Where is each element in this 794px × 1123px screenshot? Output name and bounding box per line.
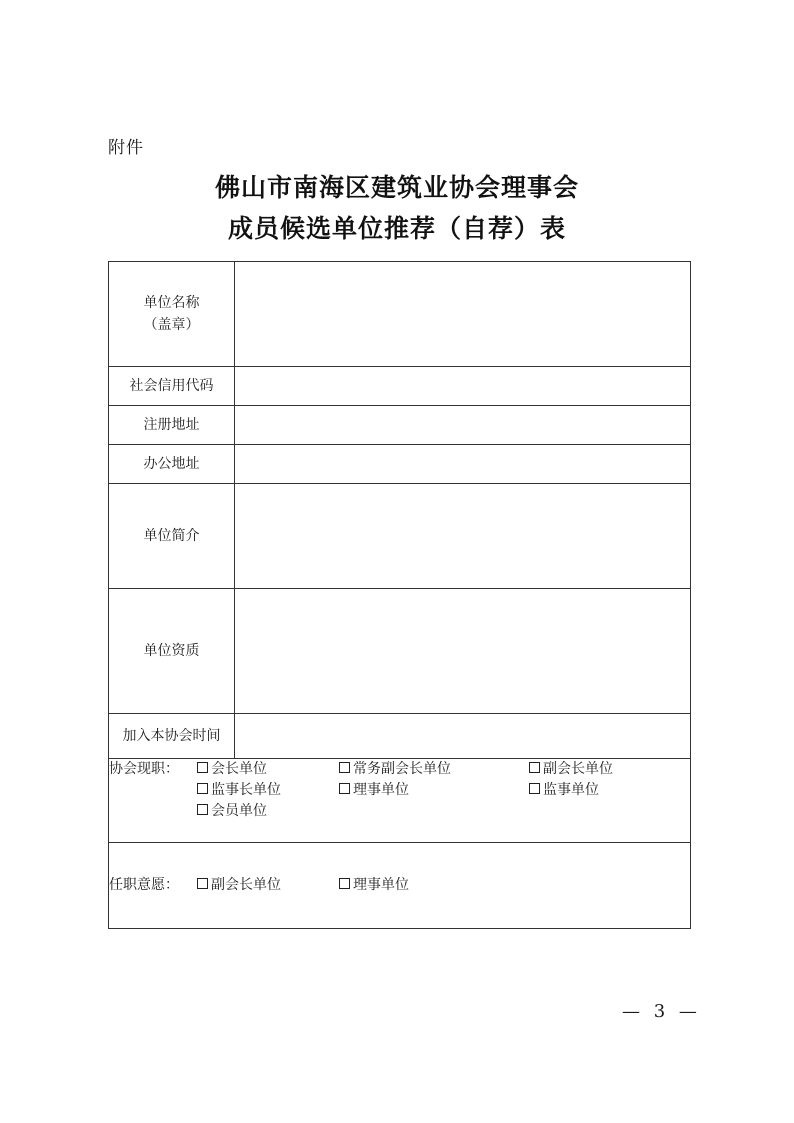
unit-intro-field[interactable]	[235, 484, 691, 589]
option-vice-president-unit[interactable]: 副会长单位	[529, 759, 613, 780]
registered-address-label: 注册地址	[109, 406, 235, 445]
current-position-row-1	[109, 759, 690, 780]
form-title-line-1: 佛山市南海区建筑业协会理事会	[214, 173, 579, 202]
join-time-label: 加入本协会时间	[109, 714, 235, 759]
option-director-unit[interactable]: 理事单位	[339, 780, 409, 801]
form-title-line-2: 成员候选单位推荐（自荐）表	[227, 214, 566, 243]
checkbox-icon[interactable]	[197, 762, 208, 773]
option-member-unit[interactable]: 会员单位	[197, 801, 267, 822]
office-address-label: 办公地址	[109, 445, 235, 484]
unit-name-seal-note: （盖章）	[143, 317, 200, 333]
option-intended-vice-president-unit[interactable]: 副会长单位	[197, 875, 281, 896]
checkbox-icon[interactable]	[339, 878, 350, 889]
office-address-field[interactable]	[235, 445, 691, 484]
option-executive-vice-president-unit[interactable]: 常务副会长单位	[339, 759, 451, 780]
registered-address-field[interactable]	[235, 406, 691, 445]
form-row-office-address	[109, 445, 691, 484]
current-position-cell	[109, 759, 691, 843]
intended-position-row	[109, 875, 690, 896]
unit-intro-label: 单位简介	[109, 484, 235, 589]
option-supervisor-unit[interactable]: 监事单位	[529, 780, 599, 801]
recommendation-form-table	[108, 261, 691, 929]
option-intended-director-unit[interactable]: 理事单位	[339, 875, 409, 896]
unit-name-label: 单位名称	[143, 295, 200, 311]
credit-code-field[interactable]	[235, 367, 691, 406]
intended-position-label: 任职意愿：	[109, 877, 179, 893]
attachment-label: 附件	[108, 138, 144, 158]
page-number: — 3 —	[622, 1001, 701, 1022]
form-row-unit-intro	[109, 484, 691, 589]
checkbox-icon[interactable]	[529, 783, 540, 794]
checkbox-icon[interactable]	[197, 804, 208, 815]
form-row-current-position	[109, 759, 691, 843]
checkbox-icon[interactable]	[197, 878, 208, 889]
qualification-label: 单位资质	[109, 589, 235, 714]
join-time-field[interactable]	[235, 714, 691, 759]
form-row-credit-code	[109, 367, 691, 406]
form-row-qualification	[109, 589, 691, 714]
unit-name-label-cell	[109, 262, 235, 367]
form-row-unit-name	[109, 262, 691, 367]
current-position-label: 协会现职：	[109, 761, 179, 777]
checkbox-icon[interactable]	[339, 783, 350, 794]
intended-position-cell	[109, 843, 691, 929]
current-position-row-2	[109, 780, 690, 801]
form-row-intended-position	[109, 843, 691, 929]
checkbox-icon[interactable]	[339, 762, 350, 773]
form-row-registered-address	[109, 406, 691, 445]
checkbox-icon[interactable]	[529, 762, 540, 773]
unit-name-field[interactable]	[235, 262, 691, 367]
credit-code-label: 社会信用代码	[109, 367, 235, 406]
option-chief-supervisor-unit[interactable]: 监事长单位	[197, 780, 281, 801]
qualification-field[interactable]	[235, 589, 691, 714]
current-position-row-3	[109, 801, 690, 822]
option-president-unit[interactable]: 会长单位	[197, 759, 267, 780]
form-row-join-time	[109, 714, 691, 759]
checkbox-icon[interactable]	[197, 783, 208, 794]
